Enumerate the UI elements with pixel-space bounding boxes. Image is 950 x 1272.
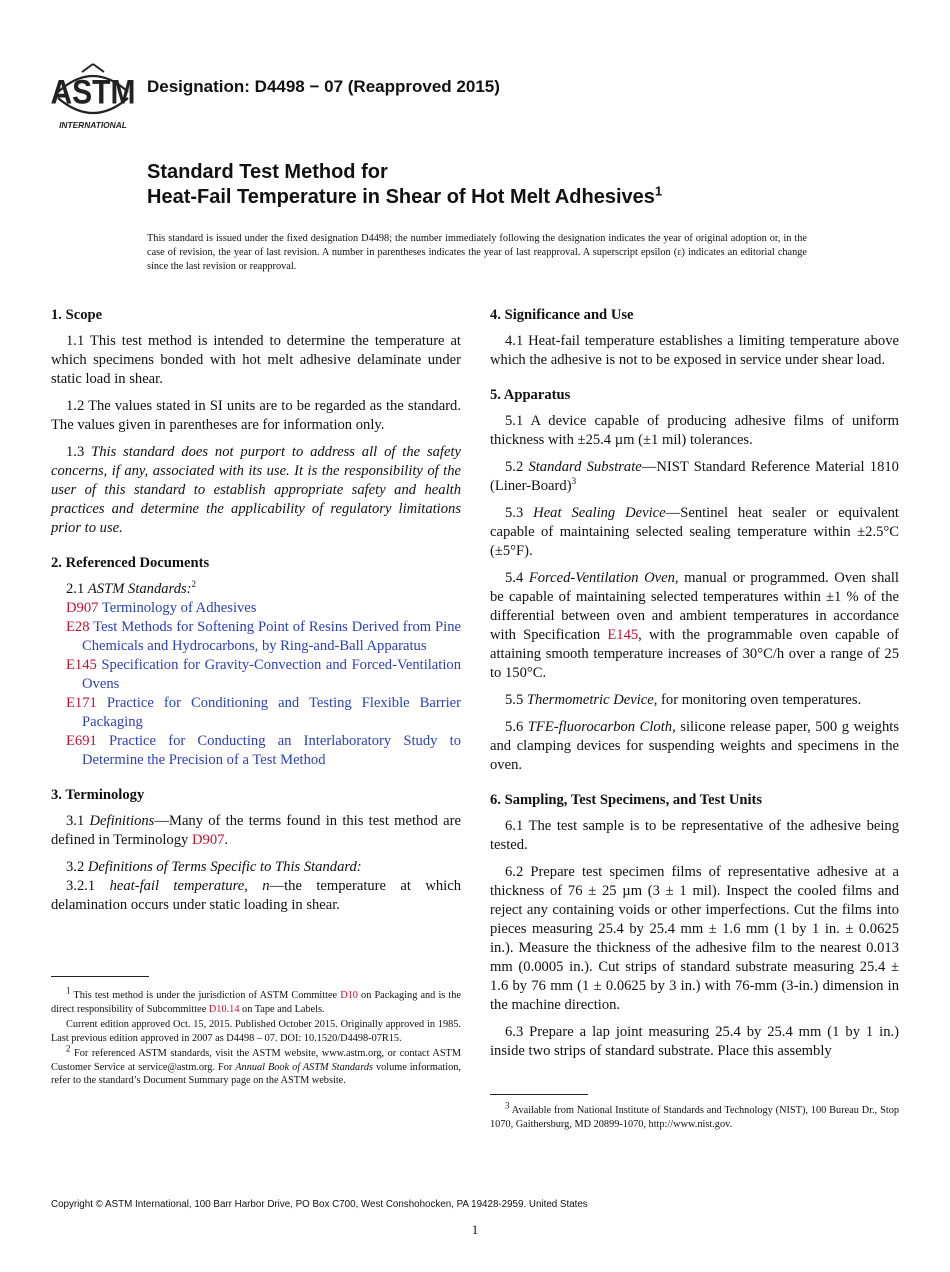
left-column [51,306,461,931]
ref-title-link[interactable]: Specification for Gravity-Convection and Forced-Ventilation Ovens [82,657,461,692]
astm-logo-icon [50,62,136,132]
sampling-heading: 6. Sampling, Test Specimens, and Test Units [490,792,763,808]
apparatus-5-3 [490,504,899,561]
terminology-3-2-1-term: heat-fail temperature, n [109,878,270,894]
title-footnote-marker: 1 [654,183,663,199]
apparatus-5-4-text: manual or programmed. Oven shall be capable of maintaining selected temperatures within ±1 % of the differential between oven and ambient temperatures in accordance with Specification [490,570,899,643]
apparatus-5-2-sup: 3 [571,476,577,487]
apparatus-5-1: 5.1 A device capable of producing adhesive films of uniform thickness with ±25.4 µm (±1 mil) tolerances. [490,413,899,448]
apparatus-5-3-term: Heat Sealing Device [533,505,666,521]
sampling-6-3: 6.3 Prepare a lap joint measuring 25.4 by 25.4 mm (1 by 1 in.) inside two strips of standard substrate. Place this assembly [490,1024,899,1059]
ref-code-link[interactable]: E171 [66,695,97,711]
section-significance [490,306,899,370]
scope-1-2: 1.2 The values stated in SI units are to be regarded as the standard. The values given in parentheses are for information only. [51,398,461,433]
apparatus-5-2 [490,458,899,496]
footnote-1 [51,985,461,1016]
ref-code-link[interactable]: E145 [66,657,97,673]
terminology-3-2-1-num: 3.2.1 [66,878,110,894]
footnote-1-marker: 1 [66,985,71,996]
section-terminology [51,786,461,915]
footnote-3-text: Available from National Institute of Standards and Technology (NIST), 100 Bureau Dr., Stop 1070, Gaithersburg, MD 20899-1070, http://www.nist.gov. [490,1105,899,1130]
ref-title-link[interactable]: Practice for Conducting an Interlaboratory Study to Determine the Precision of a Test Method [82,733,461,768]
refdocs-intro-text: ASTM Standards: [87,581,192,597]
terminology-d907-link[interactable]: D907 [191,832,225,848]
footnote-rule-right [490,1094,588,1095]
ref-item[interactable] [51,656,461,694]
scope-1-1: 1.1 This test method is intended to determine the temperature at which specimens bonded with hot melt adhesive delaminate under static load in shear. [51,333,461,387]
apparatus-5-5 [490,691,899,710]
terminology-3-1-text: —Many of the terms found in this test method are defined in Terminology [51,813,461,848]
ref-item[interactable] [51,732,461,770]
apparatus-5-4-num: 5.4 [505,570,529,586]
apparatus-5-2-term: Standard Substrate [528,459,642,475]
terminology-3-2 [51,858,461,877]
title-line-1: Standard Test Method for [147,161,388,183]
footnote-2 [51,1043,461,1088]
subcommittee-d10-14-link[interactable]: D10.14 [208,1003,240,1015]
refdocs-intro [51,580,461,599]
ref-item[interactable] [51,599,461,618]
apparatus-5-6-term: TFE-fluorocarbon Cloth, [527,719,676,735]
section-scope [51,306,461,538]
ref-code-link[interactable]: D907 [66,600,99,616]
apparatus-5-5-text: for monitoring oven temperatures. [657,692,862,708]
document-title [147,160,662,210]
scope-heading: 1. Scope [51,307,103,323]
ref-title-link[interactable]: Practice for Conditioning and Testing Flexible Barrier Packaging [82,695,461,730]
section-sampling [490,791,899,1061]
apparatus-5-3-num: 5.3 [505,505,534,521]
terminology-3-1-num: 3.1 [66,813,90,829]
terminology-3-2-num: 3.2 [66,859,88,875]
footnote-3-marker: 3 [505,1100,510,1111]
sampling-6-2: 6.2 Prepare test specimen films of representative adhesive at a thickness of 76 ± 25 µm (3 ± 1 mil). Inspect the cooled films and reject any containing voids or other imperfections. Cut the films into pieces measuring 25.4 by 25.4 mm ± 1.6 mm (1 by 1 in. ± 0.0625 in.). Measure the thickness of the adhesive film to the nearest 0.013 mm (0.0005 in.). Cut strips of standard substrate measuring 25.4 ± 1.6 by 76 mm (1 ± 0.0625 by 3 in.) with 76-mm (3-in.) dimension in the machine direction. [490,864,899,1013]
ref-code-link[interactable]: E28 [66,619,90,635]
apparatus-5-4-term: Forced-Ventilation Oven, [528,570,679,586]
terminology-3-1 [51,812,461,850]
footnotes-right [490,1100,899,1133]
copyright: Copyright © ASTM International, 100 Barr Harbor Drive, PO Box C700, West Conshohocken, PA 19428-2959. United States [51,1199,588,1210]
footnote-rule-left [51,976,149,977]
ref-title-link[interactable]: Test Methods for Softening Point of Resins Derived from Pine Chemicals and Hydrocarbons, by Ring-and-Ball Apparatus [82,619,461,654]
title-line-2 [147,185,662,210]
apparatus-5-3-text: —Sentinel heat sealer or equivalent capable of maintaining selected sealing temperature within ±2.5°C (±5°F). [490,505,899,559]
svg-text:ASTM: ASTM [50,72,136,111]
footnote-1-text-c: on Tape and Labels. [239,1003,325,1015]
ref-item[interactable] [51,694,461,732]
title-line-2-text: Heat-Fail Temperature in Shear of Hot Melt Adhesives [147,186,655,208]
terminology-3-2-text: Definitions of Terms Specific to This Standard: [87,859,362,875]
section-referenced-documents [51,554,461,770]
ref-code-link[interactable]: E691 [66,733,97,749]
terminology-heading: 3. Terminology [51,787,145,803]
ref-title-link[interactable]: Terminology of Adhesives [101,600,257,616]
footnote-2-marker: 2 [66,1043,71,1054]
svg-text:INTERNATIONAL: INTERNATIONAL [59,120,127,130]
apparatus-5-6 [490,718,899,775]
significance-4-1: 4.1 Heat-fail temperature establishes a limiting temperature above which the adhesive is not to be exposed in service under shear load. [490,333,899,368]
apparatus-5-4 [490,569,899,683]
terminology-3-2-1 [51,877,461,915]
apparatus-5-2-text: —NIST Standard Reference Material 1810 (Liner-Board) [490,459,899,494]
scope-1-3-num: 1.3 [66,444,92,460]
designation: Designation: D4498 − 07 (Reapproved 2015) [147,77,500,96]
scope-1-3-text: This standard does not purport to address all of the safety concerns, if any, associated with its use. It is the responsibility of the user of this standard to establish appropriate safety and health practices and determine the applicability of regulatory limitations prior to use. [51,444,461,536]
page-number: 1 [471,1222,479,1237]
footnote-1-text-b: on Packaging and is the direct responsibility of Subcommittee [51,990,461,1015]
apparatus-5-4-end: , with the programmable oven capable of attaining smooth temperature increases of 30°C/h over a range of 25 to 150°C. [490,627,899,681]
footnote-1-edition: Current edition approved Oct. 15, 2015. Published October 2015. Originally approved in 1985. Last previous edition approved in 2007 as D4498 – 07. DOI: 10.1520/D4498-07R15. [51,1019,461,1044]
terminology-3-2-1-text: —the temperature at which delamination occurs under static loading in shear. [51,878,461,913]
refdocs-intro-num: 2.1 [66,581,88,597]
significance-heading: 4. Significance and Use [490,307,634,323]
terminology-3-1-end: . [224,832,229,848]
apparatus-5-6-num: 5.6 [505,719,528,735]
refdocs-heading: 2. Referenced Documents [51,555,210,571]
issued-note: This standard is issued under the fixed designation D4498; the number immediately following the designation indicates the year of original adoption or, in the case of revision, the year of last revision. A number in parentheses indicates the year of last reapproval. A superscript epsilon (ε) indicates an editorial change since the last revision or reapproval. [147,233,807,272]
ref-item[interactable] [51,618,461,656]
section-apparatus [490,386,899,775]
sampling-6-1: 6.1 The test sample is to be representative of the adhesive being tested. [490,818,899,853]
apparatus-heading: 5. Apparatus [490,387,571,403]
footnote-2-italic: Annual Book of ASTM Standards [235,1061,373,1073]
apparatus-5-2-num: 5.2 [505,459,529,475]
scope-1-3 [51,443,461,538]
apparatus-5-6-text: silicone release paper, 500 g weights and clamping devices for suspending weights and specimens in the oven. [490,719,899,773]
refdocs-intro-sup: 2 [191,579,197,590]
footnotes-left [51,985,461,1090]
footnote-1-text-a: This test method is under the jurisdiction of ASTM Committee [70,990,341,1001]
footnote-2-text-b: volume information, refer to the standard’s Document Summary page on the ASTM website. [51,1061,461,1086]
apparatus-5-5-term: Thermometric Device, [526,692,658,708]
terminology-3-1-term: Definitions [89,813,155,829]
committee-d10-link[interactable]: D10 [340,990,358,1001]
footnote-3 [490,1100,899,1131]
right-column [490,306,899,1077]
spec-e145-link[interactable]: E145 [607,627,639,643]
astm-logo [50,62,136,132]
apparatus-5-5-num: 5.5 [505,692,527,708]
footnote-2-text-a: For referenced ASTM standards, visit the ASTM website, www.astm.org, or contact ASTM Customer Service at service@astm.org. For [51,1048,461,1073]
